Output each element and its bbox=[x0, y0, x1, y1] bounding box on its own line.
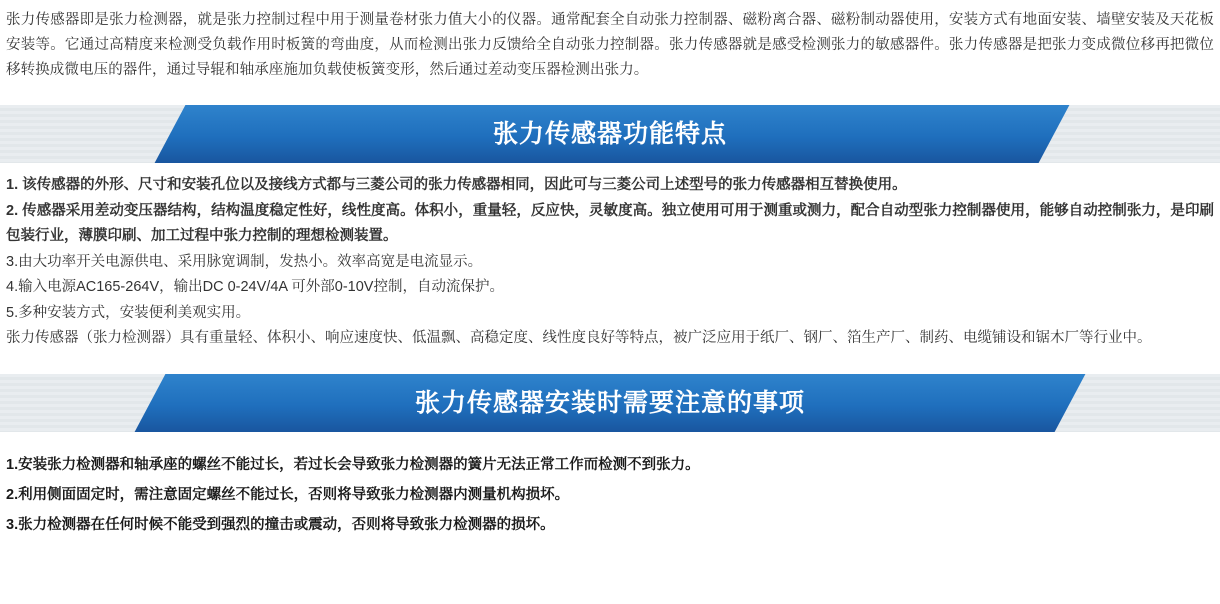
install-note-1: 1.安装张力检测器和轴承座的螺丝不能过长，若过长会导致张力检测器的簧片无法正常工作而检测不到张力。 bbox=[6, 456, 700, 473]
section-banner-install-notes bbox=[0, 374, 1220, 432]
feature-item-2: 2. 传感器采用差动变压器结构，结构温度稳定性好，线性度高。体积小，重量轻，反应快，灵敏度高。独立使用可用于测重或测力，配合自动型张力控制器使用，能够自动控制张力，是印刷包装行业，薄膜印刷、加工过程中张力控制的理想检测装置。 bbox=[6, 202, 1214, 244]
feature-item-5: 5.多种安装方式，安装便利美观实用。 bbox=[6, 304, 251, 321]
feature-summary: 张力传感器（张力检测器）具有重量轻、体积小、响应速度快、低温飘、高稳定度、线性度良好等特点，被广泛应用于纸厂、钢厂、箔生产厂、制药、电缆铺设和锯木厂等行业中。 bbox=[6, 330, 1152, 346]
intro-text: 张力传感器即是张力检测器，就是张力控制过程中用于测量卷材张力值大小的仪器。通常配套全自动张力控制器、磁粉离合器、磁粉制动器使用，安装方式有地面安装、墙壁安装及天花板安装等。它通过高精度来检测受负载作用时板簧的弯曲度，从而检测出张力反馈给全自动张力控制器。张力传感器就是感受检测张力的敏感器件。张力传感器是把张力变成微位移再把微位移转换成微电压的器件，通过导辊和轴承座施加负载使板簧变形，然后通过差动变压器检测出张力。 bbox=[6, 12, 1214, 78]
feature-item-1: 1. 该传感器的外形、尺寸和安装孔位以及接线方式都与三菱公司的张力传感器相同，因此可与三菱公司上述型号的张力传感器相互替换使用。 bbox=[6, 177, 907, 193]
feature-item-4: 4.输入电源AC165-264V，输出DC 0-24V/4A 可外部0-10V控制，自动流保护。 bbox=[6, 279, 504, 295]
features-list bbox=[0, 163, 1220, 352]
intro-paragraph bbox=[0, 0, 1220, 83]
feature-item-3: 3.由大功率开关电源供电、采用脉宽调制，发热小。效率高宽是电流显示。 bbox=[6, 253, 483, 270]
section-title-features: 张力传感器功能特点 bbox=[492, 120, 727, 148]
section-banner-features bbox=[0, 105, 1220, 163]
section-title-install-notes: 张力传感器安装时需要注意的事项 bbox=[414, 388, 805, 417]
install-note-3: 3.张力检测器在任何时候不能受到强烈的撞击或震动，否则将导致张力检测器的损坏。 bbox=[6, 516, 555, 533]
install-note-2: 2.利用侧面固定时，需注意固定螺丝不能过长，否则将导致张力检测器内测量机构损坏。 bbox=[6, 486, 570, 503]
install-notes-list bbox=[0, 432, 1220, 540]
